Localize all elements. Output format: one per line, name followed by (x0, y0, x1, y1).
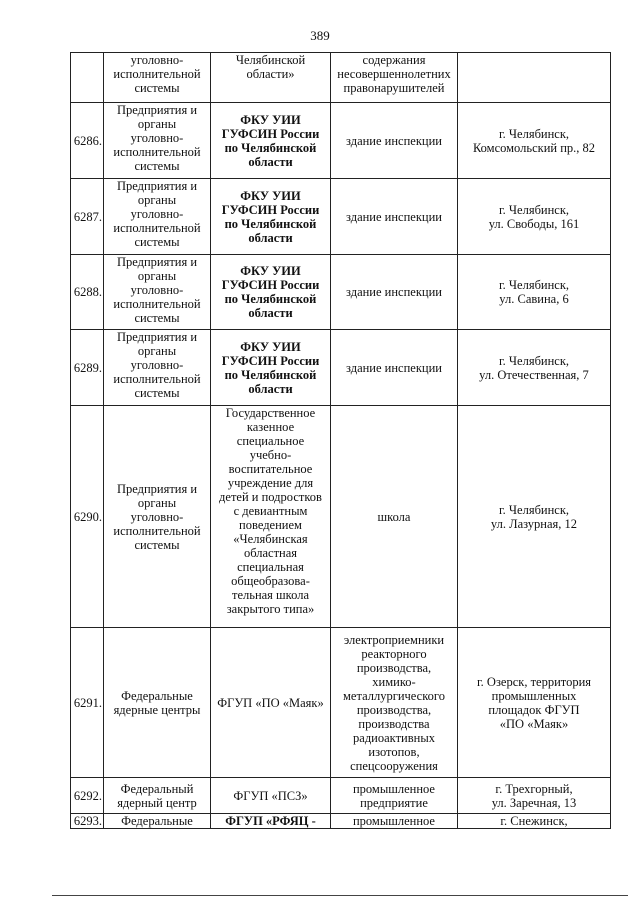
table-row (71, 628, 611, 778)
row-object: электроприемники реакторного производства, химико- металлургического производства, производства радиоактивных изотопов, спецсооружения (331, 628, 458, 778)
row-category: Предприятия и органы уголовно- исполнительной системы (104, 406, 211, 628)
row-number: 6288. (71, 255, 104, 330)
row-organization: ФКУ УИИ ГУФСИН России по Челябинской области (211, 330, 331, 406)
row-object: здание инспекции (331, 330, 458, 406)
row-organization: ФКУ УИИ ГУФСИН России по Челябинской области (211, 103, 331, 179)
table-row-continued (71, 53, 611, 103)
bottom-rule (52, 895, 628, 896)
table-body (71, 53, 611, 829)
table-row-cut-off (71, 814, 611, 829)
row-number: 6293. (71, 814, 104, 829)
row-category: Предприятия и органы уголовно- исполнительной системы (104, 179, 211, 255)
row-number: 6292. (71, 778, 104, 814)
row-address: г. Челябинск, ул. Лазурная, 12 (458, 406, 611, 628)
row-address: г. Трехгорный, ул. Заречная, 13 (458, 778, 611, 814)
row-number: 6286. (71, 103, 104, 179)
row-address: г. Челябинск, ул. Отечественная, 7 (458, 330, 611, 406)
row-category: Предприятия и органы уголовно- исполнительной системы (104, 255, 211, 330)
row-address (458, 53, 611, 103)
row-organization: ФГУП «ПО «Маяк» (211, 628, 331, 778)
row-organization: ФКУ УИИ ГУФСИН России по Челябинской области (211, 179, 331, 255)
row-organization: ФГУП «ПСЗ» (211, 778, 331, 814)
facilities-table (70, 52, 611, 829)
row-object: промышленное предприятие (331, 778, 458, 814)
row-number: 6291. (71, 628, 104, 778)
row-category: уголовно- исполнительной системы (104, 53, 211, 103)
row-address: г. Озерск, территория промышленных площадок ФГУП «ПО «Маяк» (458, 628, 611, 778)
table-row (71, 778, 611, 814)
table-row (71, 179, 611, 255)
row-address: г. Челябинск, ул. Савина, 6 (458, 255, 611, 330)
row-address: г. Снежинск, (458, 814, 611, 829)
row-number: 6290. (71, 406, 104, 628)
row-number: 6287. (71, 179, 104, 255)
row-number (71, 53, 104, 103)
row-object: промышленное (331, 814, 458, 829)
row-object: школа (331, 406, 458, 628)
row-category: Федеральные (104, 814, 211, 829)
row-number: 6289. (71, 330, 104, 406)
row-category: Федеральный ядерный центр (104, 778, 211, 814)
row-object: здание инспекции (331, 255, 458, 330)
row-address: г. Челябинск, Комсомольский пр., 82 (458, 103, 611, 179)
table-row (71, 103, 611, 179)
row-organization: ФГУП «РФЯЦ - (211, 814, 331, 829)
row-category: Федеральные ядерные центры (104, 628, 211, 778)
row-organization: Государственное казенное специальное учебно- воспитательное учреждение для детей и подростков с девиантным поведением «Челябинская областная специальная общеобразова- тельная школа закрытого типа» (211, 406, 331, 628)
row-organization: Челябинской области» (211, 53, 331, 103)
row-organization: ФКУ УИИ ГУФСИН России по Челябинской области (211, 255, 331, 330)
page-number: 389 (310, 28, 330, 43)
row-object: здание инспекции (331, 179, 458, 255)
table-row (71, 406, 611, 628)
row-address: г. Челябинск, ул. Свободы, 161 (458, 179, 611, 255)
table-row (71, 255, 611, 330)
row-category: Предприятия и органы уголовно- исполнительной системы (104, 103, 211, 179)
row-category: Предприятия и органы уголовно- исполнительной системы (104, 330, 211, 406)
row-object: здание инспекции (331, 103, 458, 179)
row-object: содержания несовершеннолетних правонарушителей (331, 53, 458, 103)
table-row (71, 330, 611, 406)
